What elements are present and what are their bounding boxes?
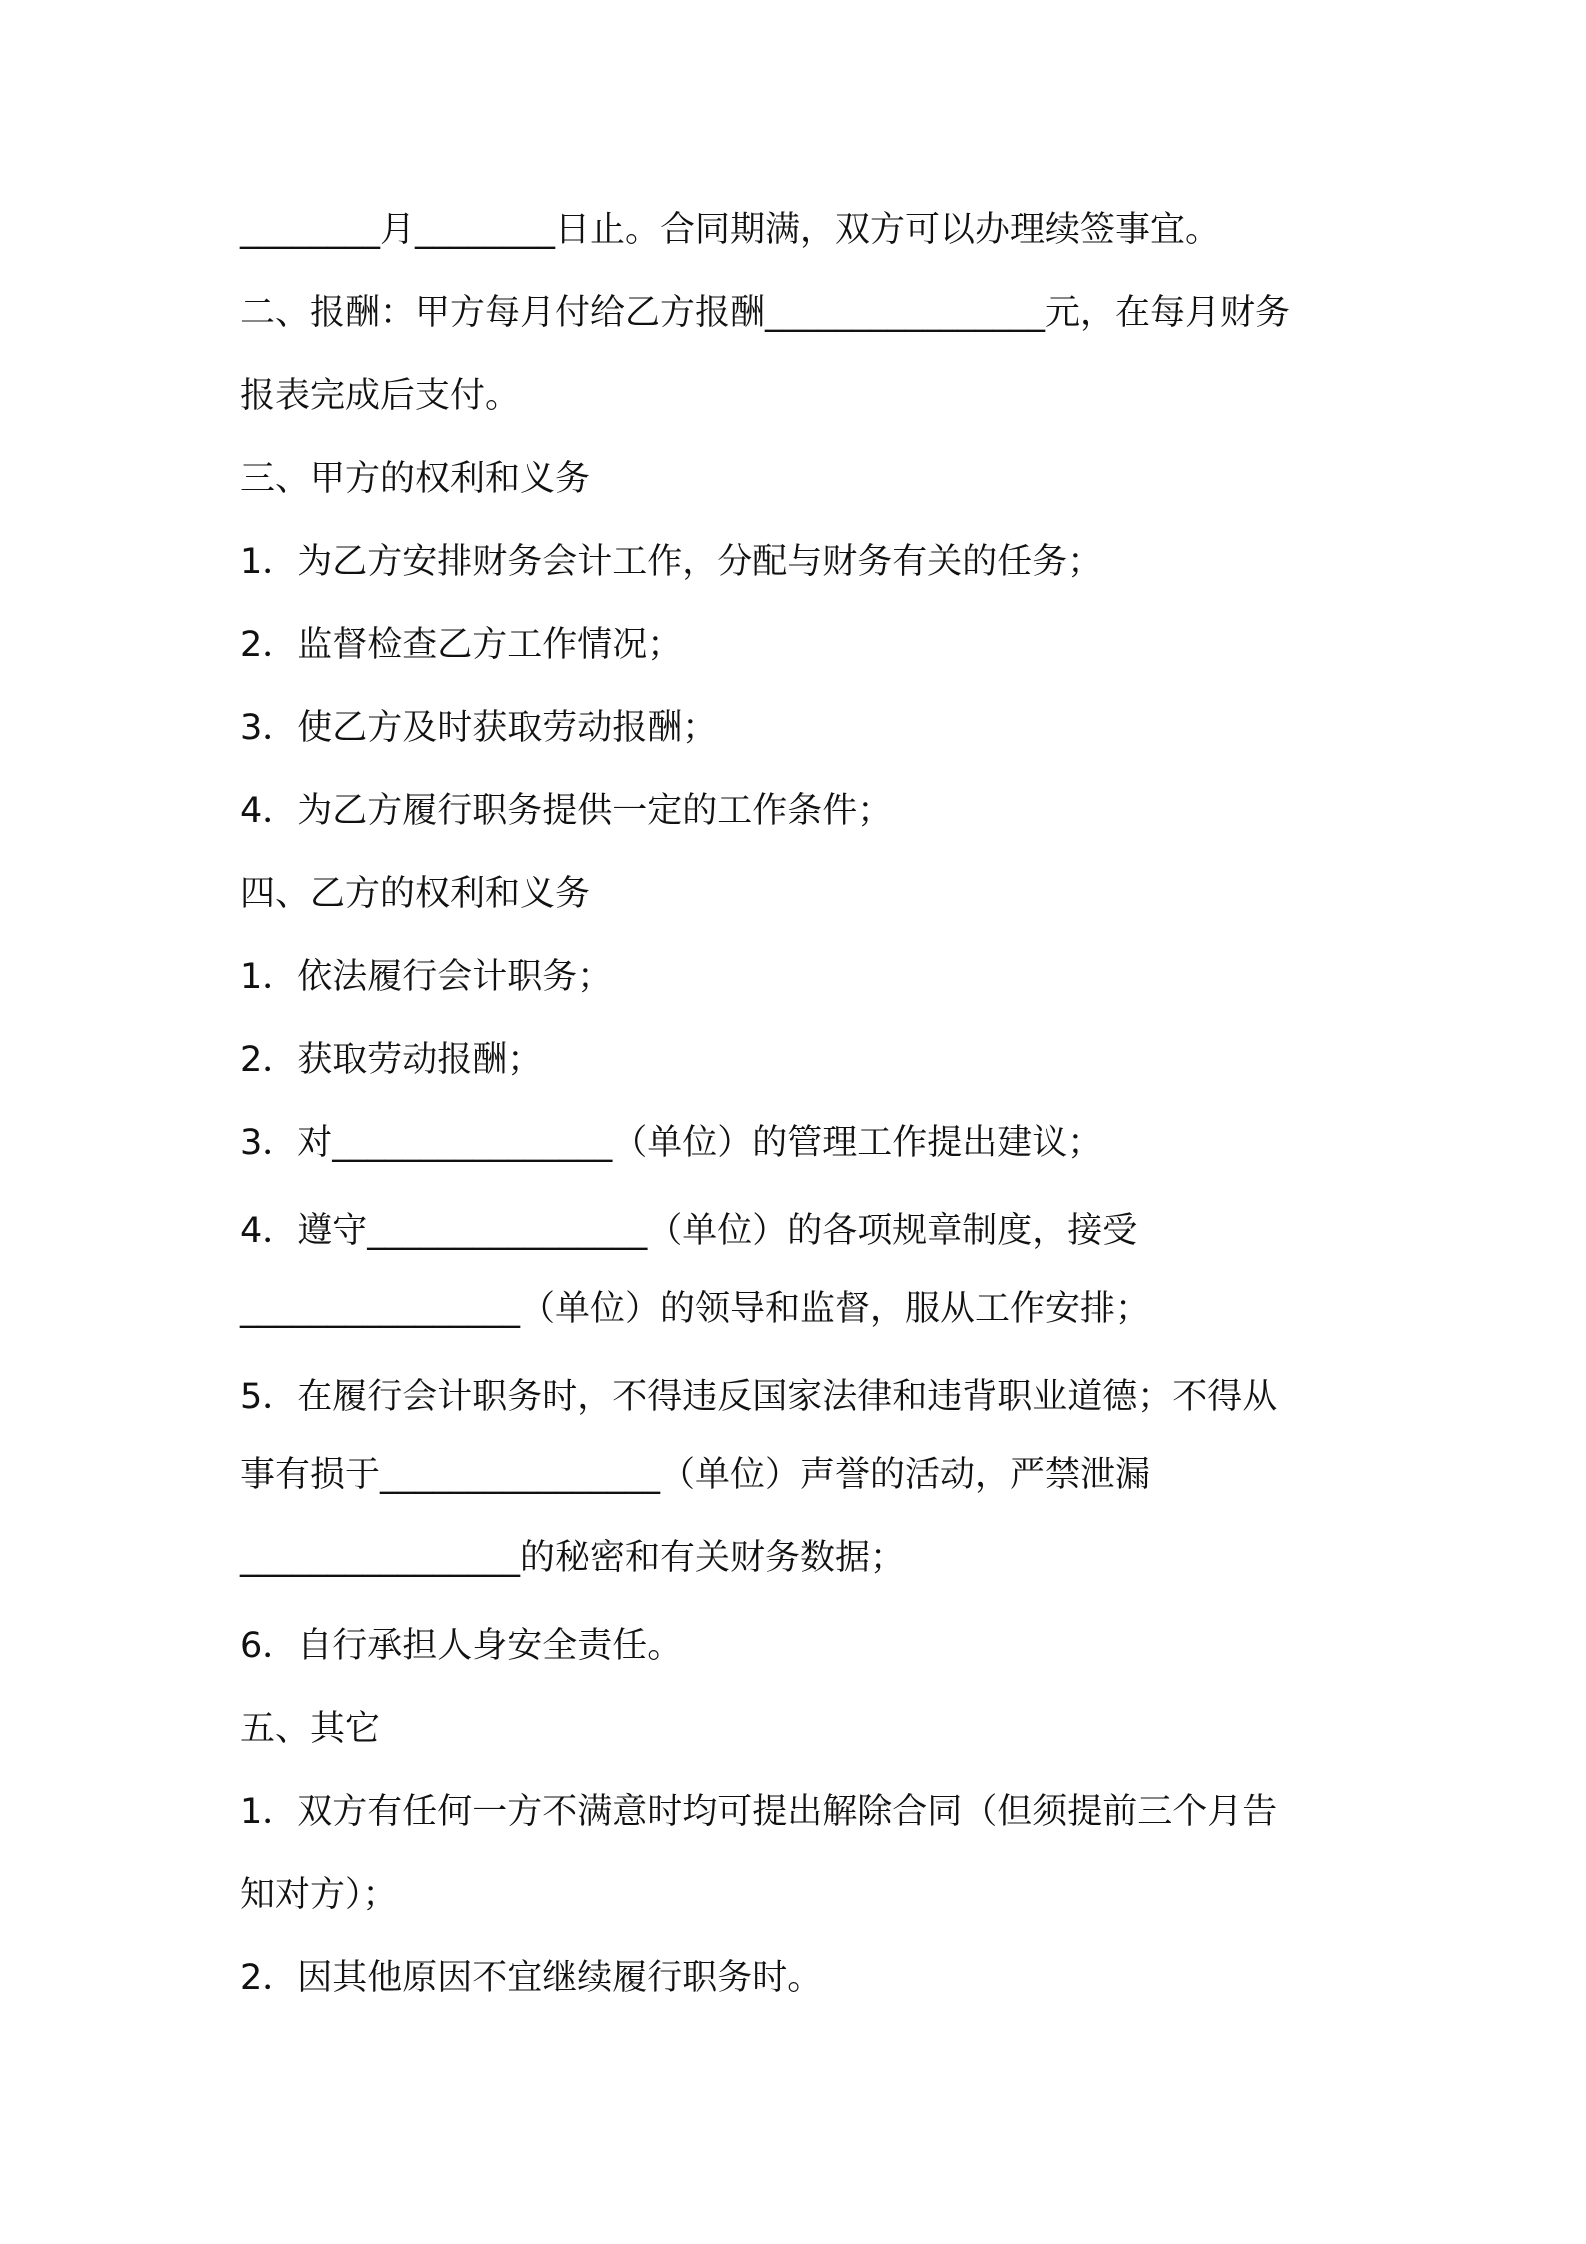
section-remuneration-cont: 报表完成后支付。 (240, 376, 521, 416)
party-b-item-2: 2．获取劳动报酬； (240, 1040, 543, 1080)
party-a-item-3: 3．使乙方及时获取劳动报酬； (240, 708, 718, 748)
party-b-item-5-cont-2: ________________的秘密和有关财务数据； (240, 1538, 906, 1578)
party-b-item-1: 1．依法履行会计职务； (240, 957, 613, 997)
other-item-1: 1．双方有任何一方不满意时均可提出解除合同（但须提前三个月告 (240, 1792, 1278, 1832)
party-a-item-1: 1．为乙方安排财务会计工作，分配与财务有关的任务； (240, 542, 1103, 582)
party-b-item-3: 3．对________________（单位）的管理工作提出建议； (240, 1123, 1103, 1163)
party-b-item-5-cont: 事有损于________________（单位）声誉的活动，严禁泄漏 (240, 1455, 1151, 1495)
section-other-heading: 五、其它 (240, 1709, 381, 1749)
party-b-item-4: 4．遵守________________（单位）的各项规章制度，接受 (240, 1211, 1138, 1251)
party-a-item-2: 2．监督检查乙方工作情况； (240, 625, 683, 665)
party-b-item-6: 6．自行承担人身安全责任。 (240, 1626, 683, 1666)
other-item-1-cont: 知对方）； (240, 1875, 398, 1915)
section-party-a-heading: 三、甲方的权利和义务 (240, 459, 591, 499)
term-end-date-line: ________月________日止。合同期满，双方可以办理续签事宜。 (240, 210, 1221, 250)
other-item-2: 2．因其他原因不宜继续履行职务时。 (240, 1958, 823, 1998)
party-b-item-4-cont: ________________（单位）的领导和监督，服从工作安排； (240, 1289, 1151, 1329)
party-b-item-5: 5．在履行会计职务时，不得违反国家法律和违背职业道德；不得从 (240, 1377, 1278, 1417)
section-remuneration: 二、报酬：甲方每月付给乙方报酬________________元，在每月财务 (240, 293, 1291, 333)
party-a-item-4: 4．为乙方履行职务提供一定的工作条件； (240, 791, 893, 831)
section-party-b-heading: 四、乙方的权利和义务 (240, 874, 591, 914)
